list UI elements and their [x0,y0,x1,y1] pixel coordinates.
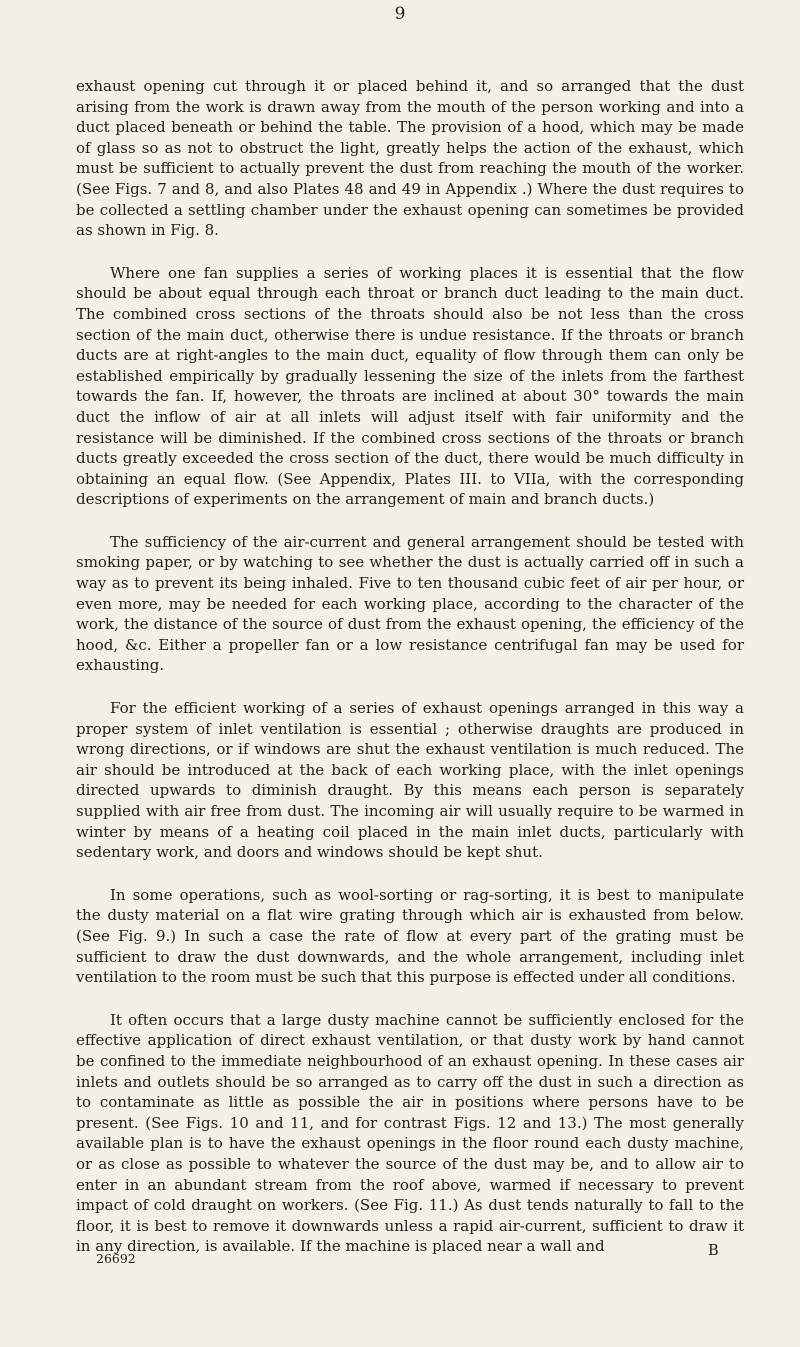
body-text [76,76,744,1279]
paragraph-1: exhaust opening cut through it or placed behind it, and so arranged that the dust arising from the work is drawn away from the mouth of the person working and into a duct placed beneath or behind the table. The provision of a hood, which may be made of glass so as not to obstruct the light, greatly helps the action of the exhaust, which must be sufficient to actually prevent the dust from reaching the mouth of the worker. (See Figs. 7 and 8, and also Plates 48 and 49 in Appendix .) Where the dust requires to be collected a settling chamber under the exhaust opening can sometimes be provided as shown in Fig. 8. [76,77,744,240]
footer-print-code: 26692 [96,1251,136,1266]
page-number: 9 [394,4,406,24]
paragraph-5: In some operations, such as wool-sorting or rag-sorting, it is best to manipulate the dusty material on a flat wire grating through which air is exhausted from below. (See Fig. 9.) In such a case the rate of flow at every part of the grating must be sufficient to draw the dust downwards, and the whole arrangement, including inlet ventilation to the room must be such that this purpose is effected under all conditions. [76,885,744,987]
paragraph-6: It often occurs that a large dusty machine cannot be sufficiently enclosed for the effective application of direct exhaust ventilation, or that dusty work by hand cannot be confined to the immediate neighbourhood of an exhaust opening. In these cases air inlets and outlets should be so arranged as to carry off the dust in such a direction as to contaminate as little as possible the air in positions where persons have to be present. (See Figs. 10 and 11, and for contrast Figs. 12 and 13.) The most generally available plan is to have the exhaust openings in the floor round each dusty machine, or as close as possible to whatever the source of the dust may be, and to allow air to enter in an abundant stream from the roof above, warmed if necessary to prevent impact of cold draught on workers. (See Fig. 11.) As dust tends naturally to fall to the floor, it is best to remove it downwards unless a rapid air-current, sufficient to draw it in any direction, is available. If the machine is placed near a wall and [76,1010,744,1256]
paragraph-3: The sufficiency of the air-current and general arrangement should be tested with smoking paper, or by watching to see whether the dust is actually carried off in such a way as to prevent its being inhaled. Five to ten thousand cubic feet of air per hour, or even more, may be needed for each working place, according to the character of the work, the distance of the source of dust from the exhaust opening, the efficiency of the hood, &c. Either a propeller fan or a low resistance centrifugal fan may be used for exhausting. [76,532,744,675]
signature-mark: B [708,1243,719,1259]
paragraph-4: For the efficient working of a series of exhaust openings arranged in this way a proper system of inlet ventilation is essential ; otherwise draughts are produced in wrong directions, or if windows are shut the exhaust ventilation is much reduced. The air should be introduced at the back of each working place, with the inlet openings directed upwards to diminish draught. By this means each person is separately supplied with air free from dust. The incoming air will usually require to be warmed in winter by means of a heating coil placed in the main inlet ducts, particularly with sedentary work, and doors and windows should be kept shut. [76,699,744,862]
paragraph-2: Where one fan supplies a series of working places it is essential that the flow should be about equal through each throat or branch duct leading to the main duct. The combined cross sections of the throats should also be not less than the cross section of the main duct, otherwise there is undue resistance. If the throats or branch ducts are at right-angles to the main duct, equality of flow through them can only be established empirically by gradually lessening the size of the inlets from the farthest towards the fan. If, however, the throats are inclined at about 30° towards the main duct the inflow of air at all inlets will adjust itself with fair uniformity and the resistance will be diminished. If the combined cross sections of the throats or branch ducts greatly exceeded the cross section of the duct, there would be much difficulty in obtaining an equal flow. (See Appendix, Plates III. to VIIa, with the corresponding descriptions of experiments on the arrangement of main and branch ducts.) [76,263,744,509]
